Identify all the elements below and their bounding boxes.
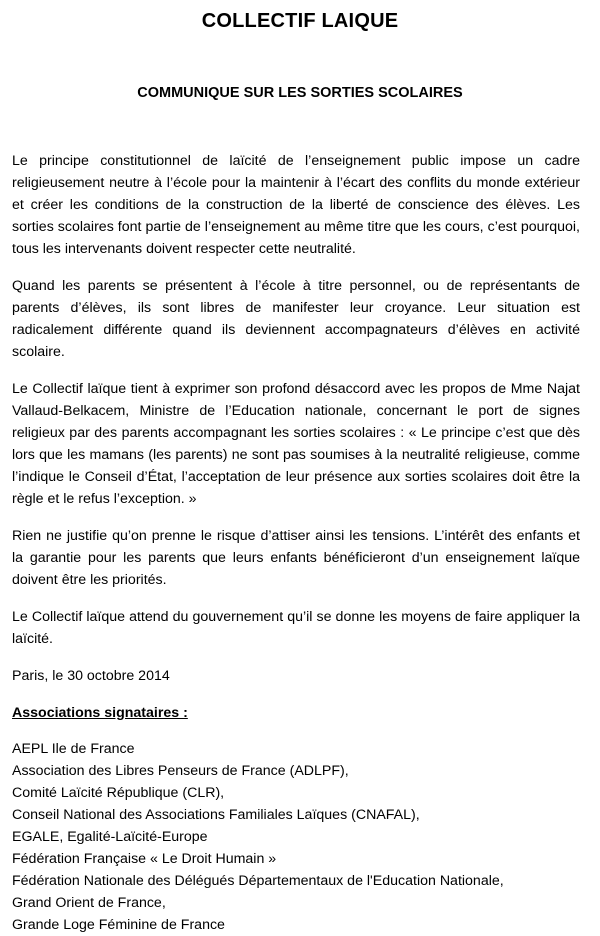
signatory-item: Grande Loge Féminine de France: [12, 917, 225, 933]
signatory-item: Grand Orient de France,: [12, 895, 166, 911]
signatories-list: [12, 738, 580, 936]
document-subtitle: COMMUNIQUE SUR LES SORTIES SCOLAIRES: [137, 85, 463, 101]
paragraph-laicite-principle: Le principe constitutionnel de laïcité de l’enseignement public impose un cadre religieusement neutre à l’école pour la maintenir à l’écart des conflits du monde extérieur et créer les conditions de la construction de la liberté de conscience des élèves. Les sorties scolaires font partie de l’enseignement au même titre que les cours, c’est pourquoi, tous les intervenants doivent respecter cette neutralité.: [12, 153, 580, 257]
signatory-item: Comité Laïcité République (CLR),: [12, 785, 225, 801]
paragraph-parents-role: Quand les parents se présentent à l’école à titre personnel, ou de représentants de parents d’élèves, ils sont libres de manifester leur croyance. Leur situation est radicalement différente quand ils deviennent accompagnateurs d’élèves en activité scolaire.: [12, 278, 580, 360]
signatory-item: Fédération Nationale des Délégués Départementaux de l'Education Nationale,: [12, 873, 504, 889]
place-date: Paris, le 30 octobre 2014: [12, 668, 170, 684]
paragraph-tensions: Rien ne justifie qu’on prenne le risque d’attiser ainsi les tensions. L’intérêt des enfants et la garantie pour les parents que leurs enfants bénéficieront d’un enseignement laïque doivent être les priorités.: [12, 528, 580, 588]
signatory-item: Fédération Française « Le Droit Humain »: [12, 851, 277, 867]
signatory-item: Conseil National des Associations Familiales Laïques (CNAFAL),: [12, 807, 420, 823]
paragraph-disagreement: Le Collectif laïque tient à exprimer son profond désaccord avec les propos de Mme Najat Vallaud-Belkacem, Ministre de l’Education nationale, concernant le port de signes religieux par des parents accompagnant les sorties scolaires : « Le principe c’est que dès lors que les mamans (les parents) ne sont pas soumises à la neutralité religieuse, comme l’indique le Conseil d’État, l’acceptation de leur présence aux sorties scolaires doit être la règle et le refus l’exception. »: [12, 381, 580, 507]
signatory-item: Association des Libres Penseurs de France (ADLPF),: [12, 763, 349, 779]
paragraph-government: Le Collectif laïque attend du gouvernement qu’il se donne les moyens de faire appliquer la laïcité.: [12, 609, 580, 647]
signatory-item: EGALE, Egalité-Laïcité-Europe: [12, 829, 208, 845]
document-body: [12, 150, 580, 936]
signatory-item: AEPL Ile de France: [12, 741, 135, 757]
signatories-heading: Associations signataires :: [12, 705, 188, 721]
document-title: COLLECTIF LAIQUE: [201, 10, 399, 32]
